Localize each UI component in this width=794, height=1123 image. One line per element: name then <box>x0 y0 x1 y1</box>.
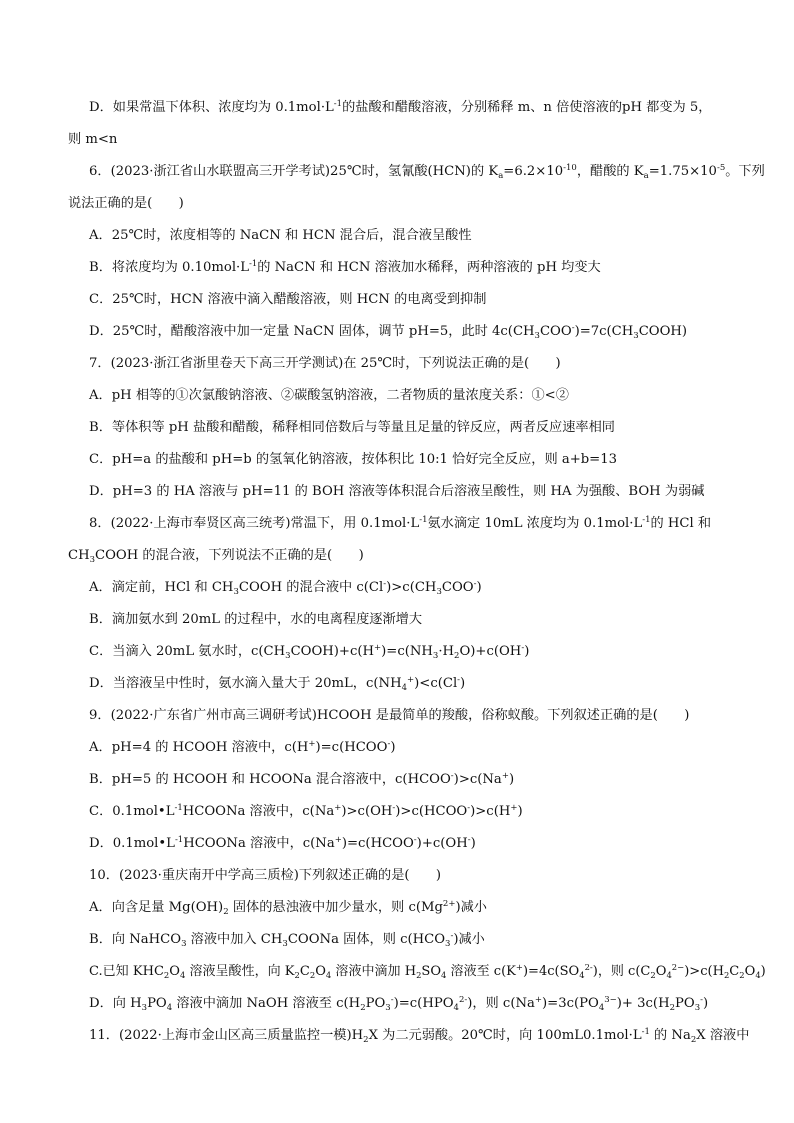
text-line: A．向含足量 $Mg(OH)_2$ 固体的悬浊液中加少量水，则 $c(Mg^{2+})$减小 <box>89 899 487 917</box>
text-line: 6．(2023·浙江省山水联盟高三开学考试)25℃时，氢氰酸(HCN)的 $K_a=6.2\times 10^{-10}$，醋酸的 $K_a=1.75\times 10^{-5}$。下列 <box>89 163 765 181</box>
text-line: 9．(2022·广东省广州市高三调研考试)HCOOH 是最简单的羧酸，俗称蚁酸。下列叙述正确的是( ) <box>89 708 690 723</box>
text-line: C．$0.1mol•L^{-1}HCOONa$ 溶液中，c(Na+)>c(OH-)>c(HCOO-)>c(H+) <box>89 803 523 819</box>
text-line: B．向 NaHCO$_3$ 溶液中加入 $CH_3COONa$ 固体，则 $c(HCO_3^-)$减小 <box>89 931 485 949</box>
text-line: 8．(2022·上海市奉贤区高三统考)常温下，用 $0.1mol\cdot L^{-1}$氨水滴定 10mL 浓度均为 $0.1mol\cdot L^{-1}$的 HCl 和 <box>89 515 712 531</box>
text-line: B．将浓度均为 $0.10mol\cdot L^{-1}$的 NaCN 和 HCN 溶液加水稀释，两种溶液的 pH 均变大 <box>89 259 601 275</box>
text-line: D．向 $H_3PO_4$ 溶液中滴加 NaOH 溶液至 $c(H_2PO_3^-)=c(HPO_4^{2-})$，则 $c(Na^+)=3c(PO_4^{3-})+ 3c(H_2PO_3^-)$ <box>89 995 709 1013</box>
text-line: C.已知 $KHC_2O_4$ 溶液呈酸性，向 $K_2C_2O_4$ 溶液中滴加 $H_2SO_4$ 溶液至 $c(K^+)=4c(SO_4^{2-})$，则 $c(C_2O_4^{2-})>c(H_2C_2O_4)$ <box>89 963 766 981</box>
text-line: C．当滴入 20mL 氨水时，$c(CH_3COOH)+c(H^+)=c(NH_3\cdot H_2O)+c(OH^-)$ <box>89 643 530 661</box>
text-line: C．25℃时，HCN 溶液中滴入醋酸溶液，则 HCN 的电离受到抑制 <box>89 292 487 307</box>
text-line: A．25℃时，浓度相等的 NaCN 和 HCN 混合后，混合液呈酸性 <box>89 228 472 243</box>
text-line: $CH_3COOH$ 的混合液，下列说法不正确的是( ) <box>68 548 364 565</box>
text-line: D．25℃时，醋酸溶液中加一定量 NaCN 固体，调节 pH=5，此时 $4c(CH_3COO^-)=7c(CH_3COOH)$ <box>89 323 688 341</box>
text-line: C．pH=a 的盐酸和 pH=b 的氢氧化钠溶液，按体积比 10:1 恰好完全反应，则 a+b=13 <box>89 452 618 467</box>
text-line: 则 m<n <box>68 132 118 147</box>
text-line: A．pH 相等的①次氯酸钠溶液、②碳酸氢钠溶液，二者物质的量浓度关系：①<② <box>89 388 569 403</box>
text-line: D．$0.1mol•L^{-1}HCOONa$ 溶液中，c(Na+)=c(HCOO-)+c(OH-) <box>89 835 476 851</box>
text-line: B．滴加氨水到 20mL 的过程中，水的电离程度逐渐增大 <box>89 612 423 627</box>
text-line: 说法正确的是( ) <box>68 196 184 211</box>
text-line: B．等体积等 pH 盐酸和醋酸，稀释相同倍数后与等量且足量的锌反应，两者反应速率相同 <box>89 420 615 435</box>
text-line: 11．(2022·上海市金山区高三质量监控一模)$H_2X$ 为二元弱酸。20℃时，向 $100mL0.1mol\cdot L^{-1}$ 的 $Na_2X$ 溶液中 <box>89 1027 750 1045</box>
text-line: 10．(2023·重庆南开中学高三质检)下列叙述正确的是( ) <box>89 868 442 883</box>
text-line: D．当溶液呈中性时，氨水滴入量大于 20mL，$c(NH_4^+)<c(Cl^-)$ <box>89 675 466 693</box>
text-line: A．滴定前，HCl 和 $CH_3COOH$ 的混合液中 $c(Cl^-)>c(CH_3COO^-)$ <box>89 579 482 597</box>
text-line: 7．(2023·浙江省浙里卷天下高三开学测试)在 25℃时，下列说法正确的是( ) <box>89 356 561 371</box>
text-line: D．pH=3 的 HA 溶液与 pH=11 的 BOH 溶液等体积混合后溶液呈酸性，则 HA 为强酸、BOH 为弱碱 <box>89 484 705 499</box>
text-line: B．pH=5 的 HCOOH 和 HCOONa 混合溶液中，c(HCOO-)>c(Na+) <box>89 771 515 787</box>
text-line: D．如果常温下体积、浓度均为 $0.1mol\cdot L^{-1}$的盐酸和醋酸溶液，分别稀释 m、n 倍使溶液的pH 都变为 5， <box>89 99 712 115</box>
text-line: A．pH=4 的 HCOOH 溶液中，c(H+)=c(HCOO-) <box>89 739 396 755</box>
